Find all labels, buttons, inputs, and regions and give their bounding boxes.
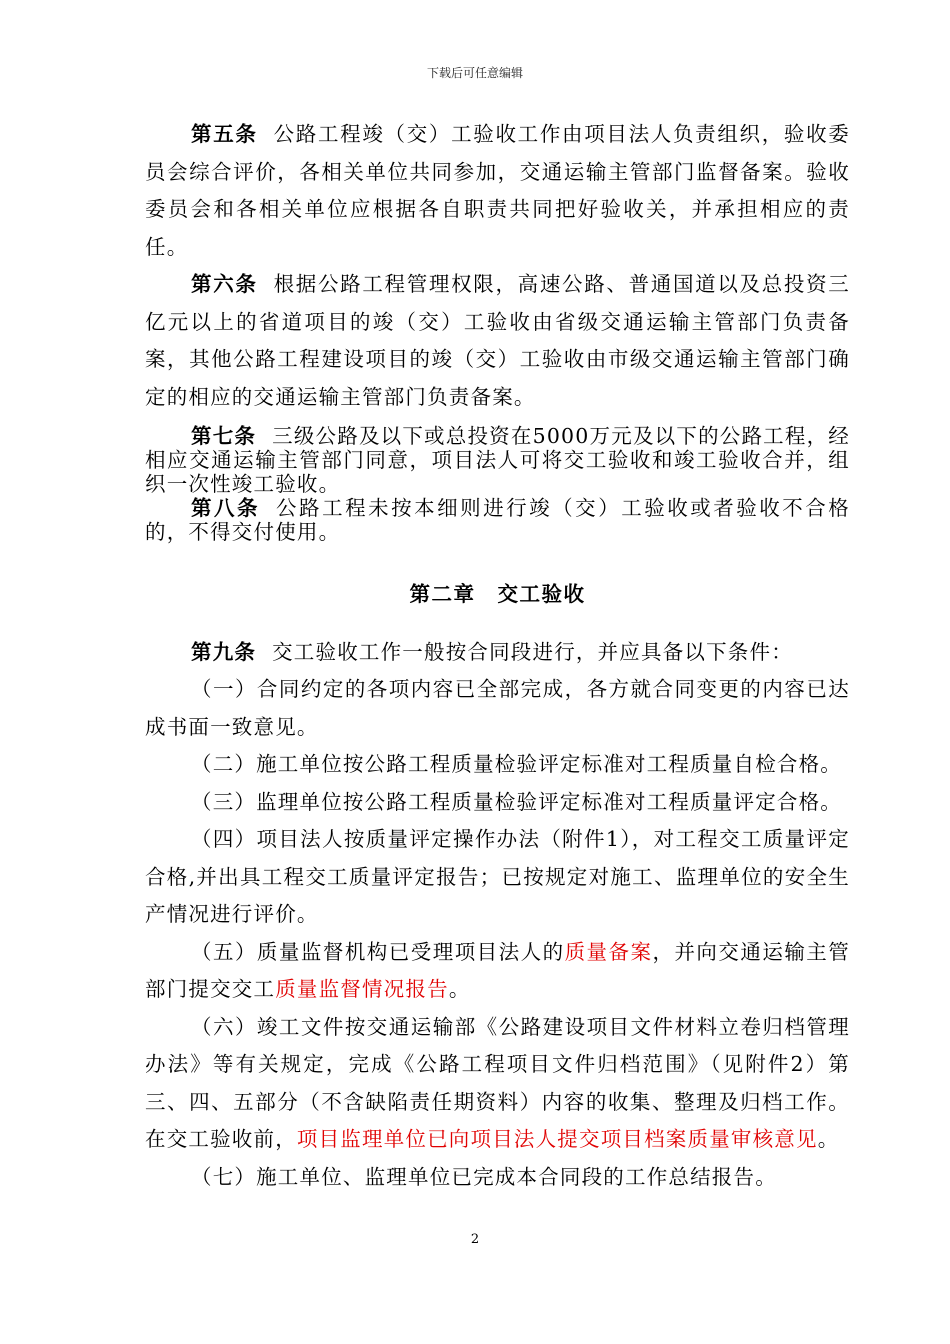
condition-3: （三）监理单位按公路工程质量检验评定标准对工程质量评定合格。	[191, 789, 842, 814]
article-8-text: 公路工程未按本细则进行竣（交）工验收或者验收不合格的，不得交付使用。	[145, 496, 851, 544]
condition-5-text-b: ，并向交通运输主管部门提交交工	[145, 939, 850, 1001]
chapter-title: 第二章 交工验收	[409, 582, 586, 606]
article-9	[145, 634, 850, 672]
article-8	[145, 496, 850, 544]
article-9-label: 第九条	[191, 639, 257, 664]
article-7	[145, 424, 850, 496]
condition-5-text-a: （五）质量监督机构已受理项目法人的	[191, 939, 565, 964]
article-7-text: 三级公路及以下或总投资在5000万元及以下的公路工程，经相应交通运输主管部门同意，项目法人可将交工验收和竣工验收合并，组织一次性竣工验收。	[145, 424, 850, 496]
article-7-label: 第七条	[191, 424, 257, 448]
condition-6	[145, 1009, 850, 1159]
condition-7: （七）施工单位、监理单位已完成本合同段的工作总结报告。	[191, 1164, 777, 1189]
condition-4: （四）项目法人按质量评定操作办法（附件1），对工程交工质量评定合格,并出具工程交工质量评定报告；已按规定对施工、监理单位的安全生产情况进行评价。	[145, 827, 850, 926]
document-body	[145, 116, 850, 1196]
article-5-label: 第五条	[191, 122, 258, 146]
condition-1: （一）合同约定的各项内容已全部完成，各方就合同变更的内容已达成书面一致意见。	[145, 677, 850, 739]
article-6-label: 第六条	[191, 272, 258, 296]
article-5-text: 公路工程竣（交）工验收工作由项目法人负责组织，验收委员会综合评价，各相关单位共同参加，交通运输主管部门监督备案。验收委员会和各相关单位应根据各自职责共同把好验收关，并承担相应的责任。	[145, 122, 850, 259]
condition-5	[145, 934, 850, 1009]
condition-2: （二）施工单位按公路工程质量检验评定标准对工程质量自检合格。	[191, 752, 842, 776]
article-5	[145, 116, 850, 266]
article-8-label: 第八条	[191, 496, 261, 520]
article-6-text: 根据公路工程管理权限，高速公路、普通国道以及总投资三亿元以上的省道项目的竣（交）工验收由省级交通运输主管部门负责备案，其他公路工程建设项目的竣（交）工验收由市级交通运输主管部门确定的相应的交通运输主管部门负责备案。	[145, 272, 850, 409]
condition-5-highlight-1: 质量备案	[564, 939, 653, 964]
page-header: 下载后可任意编辑	[426, 66, 523, 80]
condition-5-highlight-2: 质量监督情况报告	[275, 977, 449, 1001]
article-9-text: 交工验收工作一般按合同段进行，并应具备以下条件：	[272, 639, 793, 664]
condition-6-text-c: 。	[817, 1127, 840, 1151]
condition-5-text-c: 。	[448, 977, 471, 1001]
article-6	[145, 266, 850, 416]
page-number: 2	[470, 1232, 480, 1247]
condition-6-highlight: 项目监理单位已向项目法人提交项目档案质量审核意见	[296, 1127, 818, 1151]
condition-6-text-a: （六）竣工文件按交通运输部《公路建设项目文件材料立卷归档管理办法》等有关规定，完成《公路工程项目文件归档范围》（见附件2）第三、四、五部分（不含缺陷责任期资料）内容的收集、整理及归档工作。在交工验收前，	[145, 1014, 850, 1151]
